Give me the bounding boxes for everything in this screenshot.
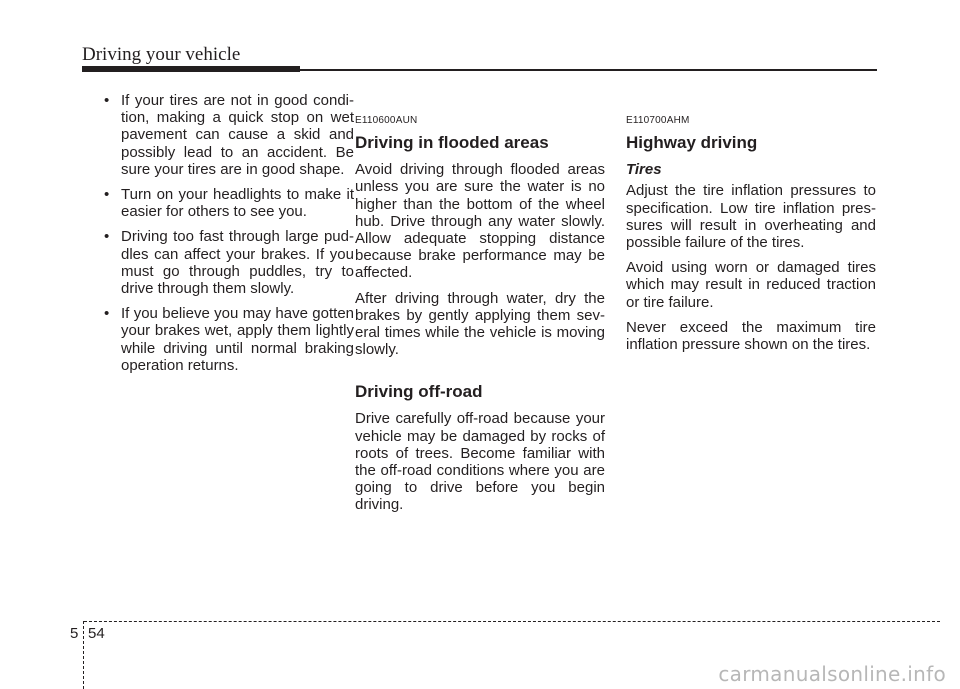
bullet-item: • If your tires are not in good condition, making a quick stop on wet pavement can cause a skid and possibly lead to an accident. Be sure your tires are in good shape. [104,92,354,178]
section-title-flooded: Driving in flooded areas [355,133,549,153]
paragraph: Drive carefully off-road because your vehicle may be damaged by rocks of roots of trees. Become familiar with the off-road conditions where you are going to drive before you begin driving. [355,410,605,514]
paragraph: Avoid driving through flooded areas unless you are sure the water is no higher than the bottom of the wheel hub. Drive through any water slowly. Allow adequate stopping distance because brake performance may be affected. [355,161,605,282]
section-code: E110600AUN [355,115,418,126]
page-number: 54 [88,625,105,642]
header-rule-thick [82,66,300,72]
paragraph: Never exceed the maximum tire inflation pressure shown on the tires. [626,318,876,354]
section-title-offroad: Driving off-road [355,382,483,402]
paragraph: Avoid using worn or damaged tires which may result in reduced traction or tire failure. [626,259,876,311]
column-left [104,92,354,382]
paragraph: Adjust the tire inflation pressures to specification. Low tire inflation pressures will result in overheating and possible failure of the tires. [626,182,876,252]
section-code: E110700AHM [626,115,690,126]
column-right [626,92,876,361]
chapter-number: 5 [70,625,79,642]
section-title-highway: Highway driving [626,133,758,153]
watermark: carmanualsonline.info [718,662,946,686]
footer-rule [84,621,940,622]
footer-divider [83,621,84,689]
bullet-item: • If you believe you may have gotten your brakes wet, apply them lightly while driving until normal braking operation returns. [104,305,354,374]
column-middle [355,92,605,522]
page-header-title: Driving your vehicle [82,44,241,65]
header-rule-thin [300,69,877,71]
paragraph: After driving through water, dry the brakes by gently applying them several times while the vehicle is moving slowly. [355,289,605,359]
safety-bullet-list [104,92,354,374]
subheading-tires: Tires [626,161,662,179]
bullet-item: • Turn on your headlights to make it easier for others to see you. [104,186,354,220]
bullet-item: • Driving too fast through large puddles can affect your brakes. If you must go through puddles, try to drive through them slowly. [104,228,354,297]
